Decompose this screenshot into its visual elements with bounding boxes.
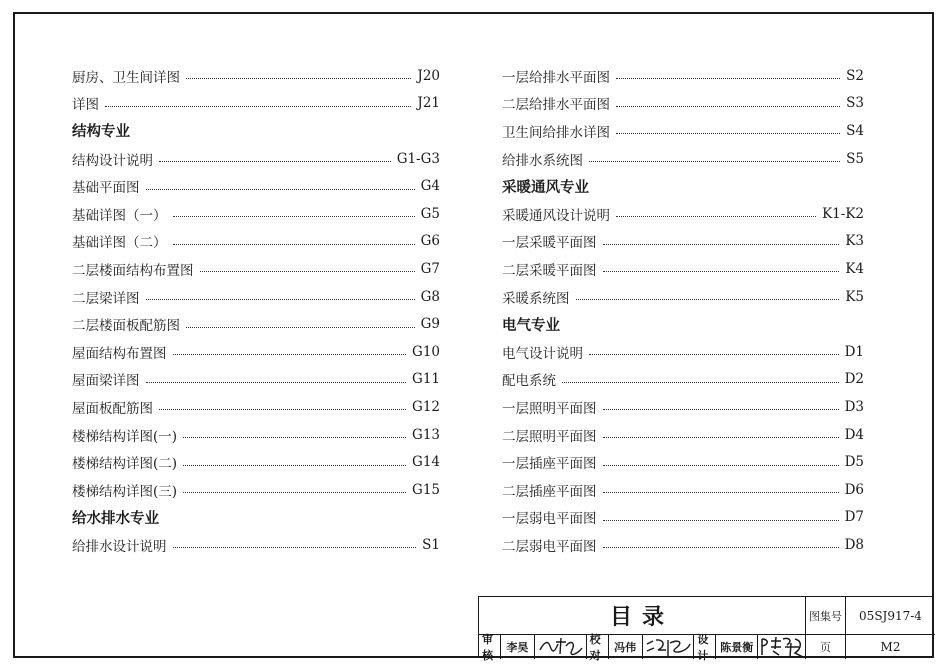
toc-entry [502,531,864,559]
toc-entry [72,338,440,366]
design-signature-image [759,635,805,659]
page-number: M2 [880,640,901,654]
toc-entry [502,62,864,90]
section-heading: 给水排水专业 [72,509,159,527]
design-signature [758,635,805,659]
toc-entry [72,90,440,118]
entry-code: G14 [412,454,440,471]
dot-leader [616,133,840,134]
dot-leader [603,409,839,410]
dot-leader [173,547,417,548]
dot-leader [146,382,407,383]
dot-leader [105,106,411,107]
dot-leader [146,299,415,300]
toc-right-column [502,62,864,559]
entry-code: D4 [844,426,864,443]
entry-title: 给排水设计说明 [72,538,167,555]
check-name: 冯伟 [609,635,643,659]
entry-code: G6 [420,233,440,250]
entry-title: 详图 [72,97,99,114]
toc-entry [72,421,440,449]
entry-code: D7 [844,509,864,526]
toc-entry [72,255,440,283]
entry-title: 卫生间给排水详图 [502,124,610,141]
entry-code: D5 [844,454,864,471]
entry-title: 基础详图（二） [72,235,167,252]
entry-code: K5 [845,288,864,305]
entry-code: K3 [845,233,864,250]
review-signature-image [536,636,584,658]
entry-title: 基础详图（一） [72,207,167,224]
toc-entry [502,366,864,394]
title-block-title: 目录 [479,597,806,635]
toc-entry [72,393,440,421]
review-name: 李昊 [501,635,535,659]
entry-title: 二层采暖平面图 [502,262,597,279]
entry-title: 一层给排水平面图 [502,69,610,86]
entry-title: 结构设计说明 [72,152,153,169]
toc-entry [502,117,864,145]
toc-entry [502,448,864,476]
entry-code: G12 [412,398,440,415]
entry-code: D6 [844,481,864,498]
toc-entry [502,504,864,532]
dot-leader [603,244,840,245]
entry-title: 一层弱电平面图 [502,511,597,528]
entry-title: 楼梯结构详图(三) [72,483,178,500]
toc-entry [502,145,864,173]
entry-code: D2 [844,371,864,388]
dot-leader [186,327,415,328]
entry-title: 二层给排水平面图 [502,97,610,114]
entry-title: 二层插座平面图 [502,483,597,500]
entry-code: D1 [844,343,864,360]
entry-code: G4 [420,178,440,195]
entry-title: 屋面板配筋图 [72,400,153,417]
design-name: 陈景衡 [716,635,758,659]
entry-title: 二层弱电平面图 [502,538,597,555]
toc-entry [72,172,440,200]
entry-title: 一层插座平面图 [502,456,597,473]
dot-leader [200,271,415,272]
entry-code: J21 [417,95,440,112]
toc-entry [502,255,864,283]
toc-entry [72,145,440,173]
toc-entry [502,200,864,228]
entry-title: 二层梁详图 [72,290,140,307]
entry-code: S3 [846,95,864,112]
entry-code: G15 [412,481,440,498]
design-label: 设计 [694,635,716,659]
entry-code: S1 [422,536,440,553]
dot-leader [616,78,840,79]
entry-title: 屋面结构布置图 [72,345,167,362]
entry-title: 电气设计说明 [502,345,583,362]
toc-entry [502,393,864,421]
entry-code: G10 [412,343,440,360]
entry-title: 二层楼面板配筋图 [72,318,180,335]
entry-title: 采暖系统图 [502,290,570,307]
dot-leader [589,161,840,162]
entry-title: 楼梯结构详图(二) [72,456,178,473]
entry-title: 屋面梁详图 [72,373,140,390]
check-signature [643,635,695,659]
dot-leader [616,216,816,217]
entry-code: G13 [412,426,440,443]
toc-entry [72,228,440,256]
page-label: 页 [806,635,846,659]
dot-leader [173,244,415,245]
entry-title: 一层采暖平面图 [502,235,597,252]
toc-entry [502,338,864,366]
check-signature-image [644,636,692,658]
entry-code: S2 [846,67,864,84]
entry-code: G11 [412,371,440,388]
entry-code: D8 [844,536,864,553]
toc-entry [72,531,440,559]
atlas-number: 05SJ917-4 [846,597,935,635]
entry-title: 基础平面图 [72,180,140,197]
toc-entry [72,200,440,228]
dot-leader [183,437,406,438]
entry-title: 楼梯结构详图(一) [72,428,178,445]
toc-entry [502,421,864,449]
toc-entry [502,283,864,311]
review-label: 审核 [479,635,501,659]
entry-code: G1-G3 [396,150,440,167]
toc-entry [72,448,440,476]
entry-title: 采暖通风设计说明 [502,207,610,224]
dot-leader [183,492,406,493]
entry-code: G9 [420,316,440,333]
entry-title: 二层照明平面图 [502,428,597,445]
toc-entry [72,283,440,311]
dot-leader [603,271,840,272]
entry-title: 二层楼面结构布置图 [72,262,194,279]
review-signature [535,635,587,659]
signature-row [479,633,806,662]
entry-code: G5 [420,205,440,222]
entry-code: J20 [417,67,440,84]
dot-leader [603,492,839,493]
toc-entry [72,366,440,394]
entry-code: S5 [846,150,864,167]
entry-code: K1-K2 [822,205,864,222]
dot-leader [186,78,411,79]
section-heading: 结构专业 [72,123,130,141]
toc-entry [502,228,864,256]
entry-title: 一层照明平面图 [502,400,597,417]
dot-leader [603,465,839,466]
toc-entry [502,90,864,118]
dot-leader [173,216,415,217]
dot-leader [562,382,839,383]
dot-leader [576,299,840,300]
dot-leader [173,354,407,355]
entry-title: 厨房、卫生间详图 [72,69,180,86]
dot-leader [616,106,840,107]
toc-entry [72,476,440,504]
dot-leader [589,354,839,355]
dot-leader [603,520,839,521]
dot-leader [159,409,406,410]
entry-code: G8 [420,288,440,305]
toc-entry [72,62,440,90]
dot-leader [603,437,839,438]
entry-code: K4 [845,260,864,277]
entry-code: G7 [420,260,440,277]
toc-left-column [72,62,440,559]
section-heading: 电气专业 [502,316,560,334]
section-heading: 采暖通风专业 [502,178,589,196]
entry-code: S4 [846,122,864,139]
dot-leader [159,161,391,162]
entry-code: D3 [844,398,864,415]
dot-leader [183,465,406,466]
title-block [478,596,934,662]
dot-leader [603,547,839,548]
entry-title: 给排水系统图 [502,152,583,169]
atlas-label: 图集号 [806,597,846,635]
toc-entry [72,310,440,338]
check-label: 校对 [587,635,609,659]
toc-entry [502,476,864,504]
dot-leader [146,189,415,190]
entry-title: 配电系统 [502,373,556,390]
